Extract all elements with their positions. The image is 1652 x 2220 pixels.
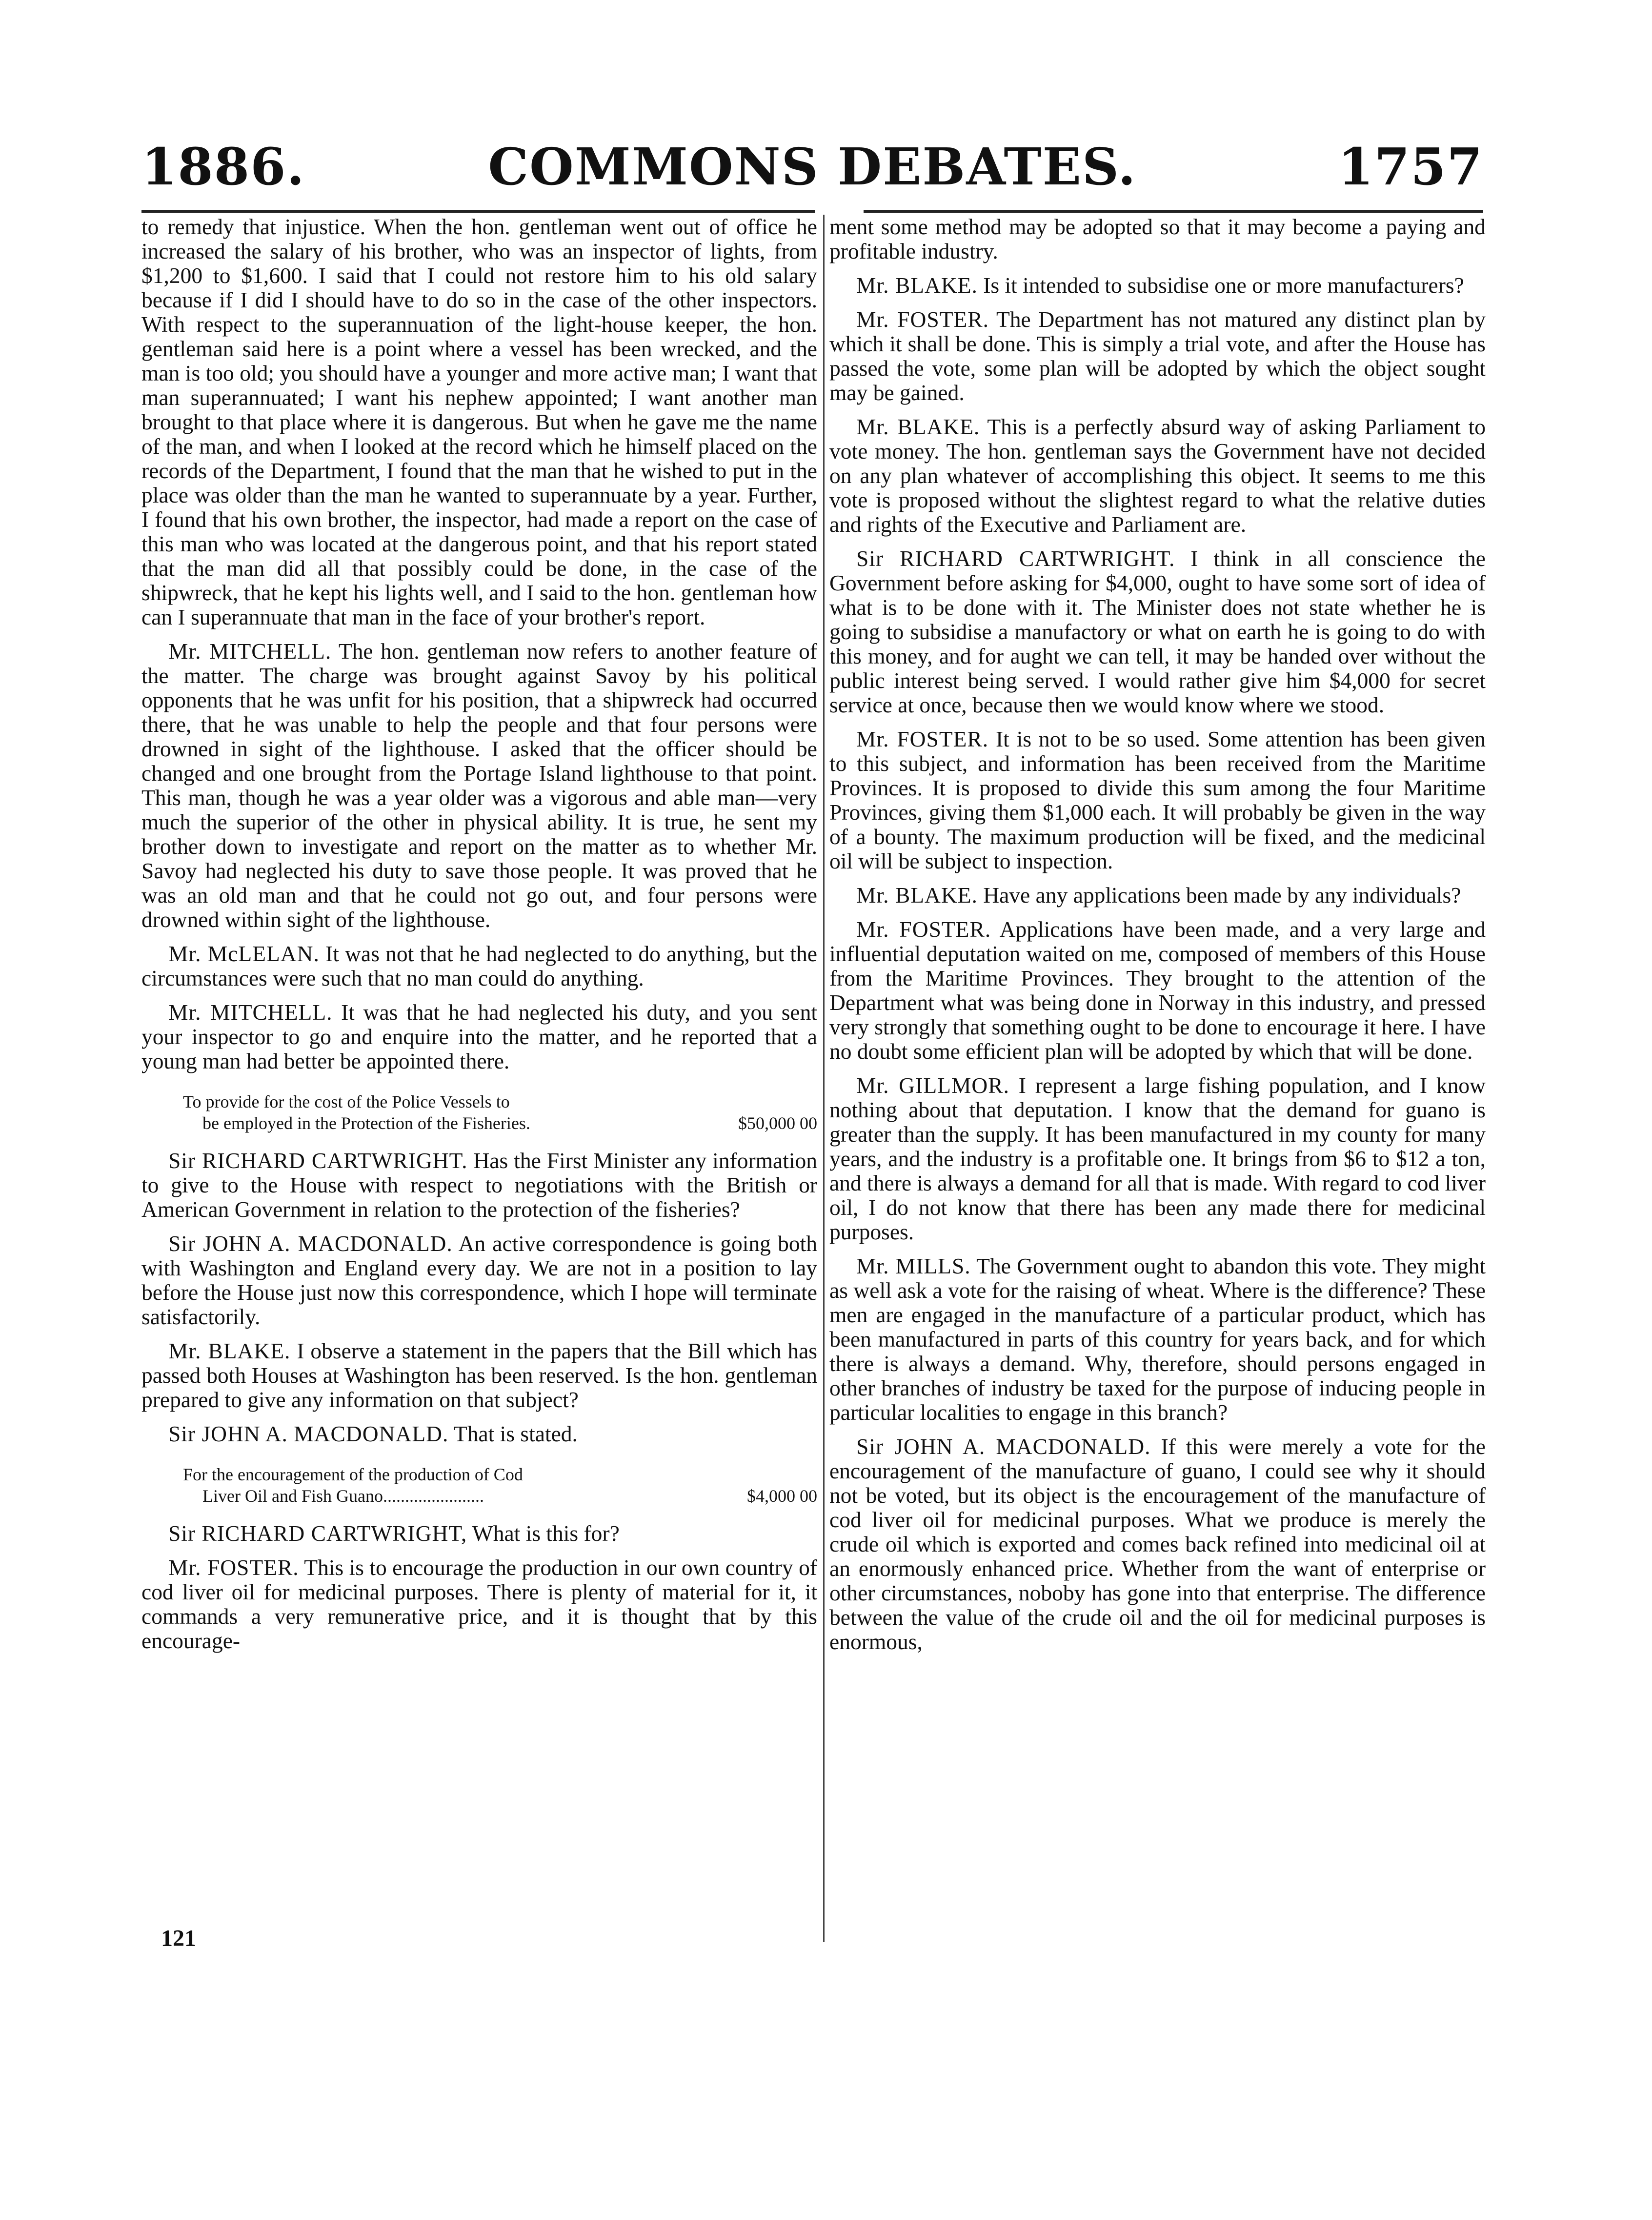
paragraph <box>829 546 1486 717</box>
paragraph-text: An active correspondence is going both with Washington and England every day. We are not in a position to lay before the House just now this correspondence, which I hope will terminate satisfactorily. <box>141 1231 818 1329</box>
header-rule-right <box>864 210 1483 213</box>
paragraph-text: I represent a large fishing population, and I know nothing about that deputation. I know that the demand for guano is greater than the supply. It has been manufactured in my county for many years, and the industry is a profitable one. It brings from $6 to $12 a ton, and there is always a demand for all that is made. With regard to cod liver oil, I do not know that there has been any made there for medicinal purposes. <box>829 1073 1486 1244</box>
paragraph-text: I observe a statement in the papers that the Bill which has passed both Houses at Washington has been reserved. Is the hon. gentleman prepared to give any information on that subject? <box>141 1338 818 1412</box>
paragraph-text: to remedy that injustice. When the hon. gentleman went out of office he increased the salary of his brother, who was an inspector of lights, from $1,200 to $1,600. I said that I could not restore him to his old salary because if I did I should have to do so in the case of the other inspectors. With respect to the superannuation of the light-house keeper, the hon. gentleman said here is a point where a vessel has been wrecked, and the man is too old; you should have a younger and more active man; I want that man superannuated; I want his nephew appointed; I want another man brought to that place where it is dangerous. But when he gave me the name of the man, and when I looked at the record which he himself placed on the records of the Department, I found that the man that he wished to put in the place was older than the man he wanted to superannuate by a year. Further, I found that his own brother, the inspector, had made a report on the case of this man who was located at the dangerous point, and that his report stated that the man did all that possibly could be done, in the case of the shipwreck, that he kept his lights well, and I said to the hon. gentleman how can I superannuate that man in the face of your brother's report. <box>141 214 817 629</box>
speaker-name: Mr. BLAKE. <box>856 883 978 908</box>
paragraph-text: Have any applications been made by any individuals? <box>983 883 1461 908</box>
speaker-name: Mr. FOSTER. <box>856 727 989 751</box>
speaker-name: Mr. FOSTER. <box>856 917 991 942</box>
page-header <box>141 132 1483 205</box>
paragraph-text: I think in all conscience the Government before asking for $4,000, ought to have some sort of idea of what is to be done with it. The Minister does not state whether he is going to subsidise a manufactory or what on earth he is going to do with this money, and for aught we can tell, it may be handed over without the public interest being served. I would rather give him $4,000 for secret service at once, because then we would know where we stood. <box>829 546 1486 717</box>
paragraph-text: That is stated. <box>453 1421 578 1446</box>
paragraph <box>829 215 1486 263</box>
speaker-name: Mr. MILLS. <box>856 1253 971 1278</box>
paragraph <box>141 215 817 629</box>
speaker-name: Mr. BLAKE. <box>856 273 978 298</box>
estimate-item <box>141 1091 817 1134</box>
speaker-name: Mr. McLELAN. <box>168 941 320 966</box>
paragraph-text: The Department has not matured any distinct plan by which it shall be done. This is simply a trial vote, and after the House has passed the vote, some plan will be adopted by which the object sought may be gained. <box>829 307 1486 405</box>
speaker-name: Mr. GILLMOR. <box>856 1073 1009 1098</box>
speaker-name: Sir JOHN A. MACDONALD. <box>168 1231 453 1256</box>
estimate-item-line: Liver Oil and Fish Guano....................... <box>202 1486 484 1506</box>
paragraph-text: Is it intended to subsidise one or more manufacturers? <box>983 273 1464 298</box>
paragraph <box>829 307 1486 405</box>
speaker-name: Sir JOHN A. MACDONALD. <box>856 1434 1151 1459</box>
speaker-name: Mr. MITCHELL. <box>168 1000 333 1025</box>
column-divider <box>823 215 825 1942</box>
speaker-name: Sir RICHARD CARTWRIGHT, <box>168 1521 467 1546</box>
paragraph-text: ment some method may be adopted so that it may become a paying and profitable industry. <box>829 214 1486 263</box>
estimate-amount: $4,000 00 <box>747 1486 817 1506</box>
speaker-name: Mr. BLAKE. <box>168 1338 291 1363</box>
paragraph <box>829 883 1486 908</box>
paragraph-text: If this were merely a vote for the encouragement of the manufacture of guano, I could see why it should not be voted, but its object is the encouragement of the manufacture of cod liver oil for medicinal purposes. What we produce is merely the crude oil which is exported and comes back refined into medicinal oil at an enormously enhanced price. Whether from the want of enterprise or other circumstances, noboby has gone into that enterprise. The difference between the value of the crude oil and the oil for medicinal purposes is enormous, <box>829 1434 1486 1654</box>
header-rule-left <box>141 210 815 213</box>
paragraph <box>829 1434 1486 1654</box>
paragraph-text: The Government ought to abandon this vote. They might as well ask a vote for the raising of wheat. Where is the difference? These men are engaged in the manufacture of a particular product, which has been manufactured in parts of this country for years back, and for which there is always a demand. Why, therefore, should persons engaged in other branches of industry be taxed for the purpose of inducing people in particular localities to engage in this branch? <box>829 1253 1486 1425</box>
paragraph-text: This is to encourage the production in our own country of cod liver oil for medicinal purposes. There is plenty of material for it, it commands a very remunerative price, and it is thought that by this encourage- <box>141 1555 817 1653</box>
paragraph-text: It was that he had neglected his duty, and you sent your inspector to go and enquire into the matter, and he reported that a young man had better be appointed there. <box>141 1000 817 1073</box>
paragraph-text: It is not to be so used. Some attention has been given to this subject, and information has been received from the Maritime Provinces. It is proposed to divide this sum among the four Maritime Provinces, giving them $1,000 each. It will probably be given in the way of a bounty. The maximum production will be fixed, and the medicinal oil will be subject to inspection. <box>829 727 1486 873</box>
estimate-item-line: For the encouragement of the production of Cod <box>183 1465 523 1484</box>
right-column <box>829 215 1486 1664</box>
speaker-name: Sir RICHARD CARTWRIGHT. <box>168 1148 468 1173</box>
paragraph-text: Has the First Minister any information to give to the House with respect to negotiations with the British or American Government in relation to the protection of the fisheries? <box>141 1148 817 1222</box>
speaker-name: Mr. FOSTER. <box>168 1555 299 1580</box>
paragraph <box>141 1149 817 1222</box>
paragraph-text: What is this for? <box>472 1521 620 1546</box>
paragraph <box>829 273 1486 298</box>
paragraph <box>829 415 1486 537</box>
paragraph <box>141 1422 817 1446</box>
estimate-amount: $50,000 00 <box>738 1113 817 1133</box>
signature-mark: 121 <box>161 1925 196 1951</box>
left-column <box>141 215 817 1663</box>
paragraph <box>141 942 817 990</box>
paragraph <box>141 1000 817 1073</box>
estimate-item-line: To provide for the cost of the Police Vessels to <box>183 1092 510 1111</box>
paragraph-text: It was not that he had neglected to do anything, but the circumstances were such that no man could do anything. <box>141 941 817 990</box>
speaker-name: Mr. MITCHELL. <box>168 639 332 664</box>
header-title: COMMONS DEBATES. <box>488 137 1137 197</box>
estimate-item <box>141 1464 817 1507</box>
paragraph <box>829 1254 1486 1425</box>
header-page-number: 1757 <box>1338 137 1483 197</box>
paragraph <box>829 727 1486 873</box>
paragraph <box>141 1555 817 1653</box>
paragraph-text: The hon. gentleman now refers to another feature of the matter. The charge was brought against Savoy by his political opponents that he was unfit for his position, that a shipwreck had occurred there, that he was unable to help the people and that four persons were drowned in sight of the lighthouse. I asked that the officer should be changed and one brought from the Portage Island lighthouse to that point. This man, though he was a year older was a vigorous and able man—very much the superior of the other in physical ability. It is true, he sent my brother down to investigate and report on the matter as to whether Mr. Savoy had neglected his duty to save those people. It was proved that he was an old man and that he could not go out, and four persons were drowned within sight of the lighthouse. <box>141 639 818 932</box>
paragraph <box>141 1231 817 1329</box>
paragraph <box>829 1073 1486 1244</box>
header-year: 1886. <box>141 137 305 197</box>
speaker-name: Sir RICHARD CARTWRIGHT. <box>856 546 1175 571</box>
paragraph-text: This is a perfectly absurd way of asking Parliament to vote money. The hon. gentleman says the Government have not decided on any plan whatever of accomplishing this object. It seems to me this vote is proposed without the slightest regard to what the relative duties and rights of the Executive and Parliament are. <box>829 414 1486 537</box>
speaker-name: Mr. BLAKE. <box>856 414 980 439</box>
paragraph <box>141 1521 817 1546</box>
paragraph <box>141 1339 817 1412</box>
paragraph-text: Applications have been made, and a very large and influential deputation waited on me, composed of members of this House from the Maritime Provinces. They brought to the attention of the Department what was being done in Norway in this industry, and pressed very strongly that something ought to be done to encourage it here. I have no doubt some efficient plan will be adopted by which that will be done. <box>829 917 1486 1064</box>
speaker-name: Mr. FOSTER. <box>856 307 989 332</box>
speaker-name: Sir JOHN A. MACDONALD. <box>168 1421 449 1446</box>
estimate-item-line: be employed in the Protection of the Fisheries. <box>202 1113 530 1133</box>
paragraph <box>141 639 817 932</box>
paragraph <box>829 917 1486 1064</box>
